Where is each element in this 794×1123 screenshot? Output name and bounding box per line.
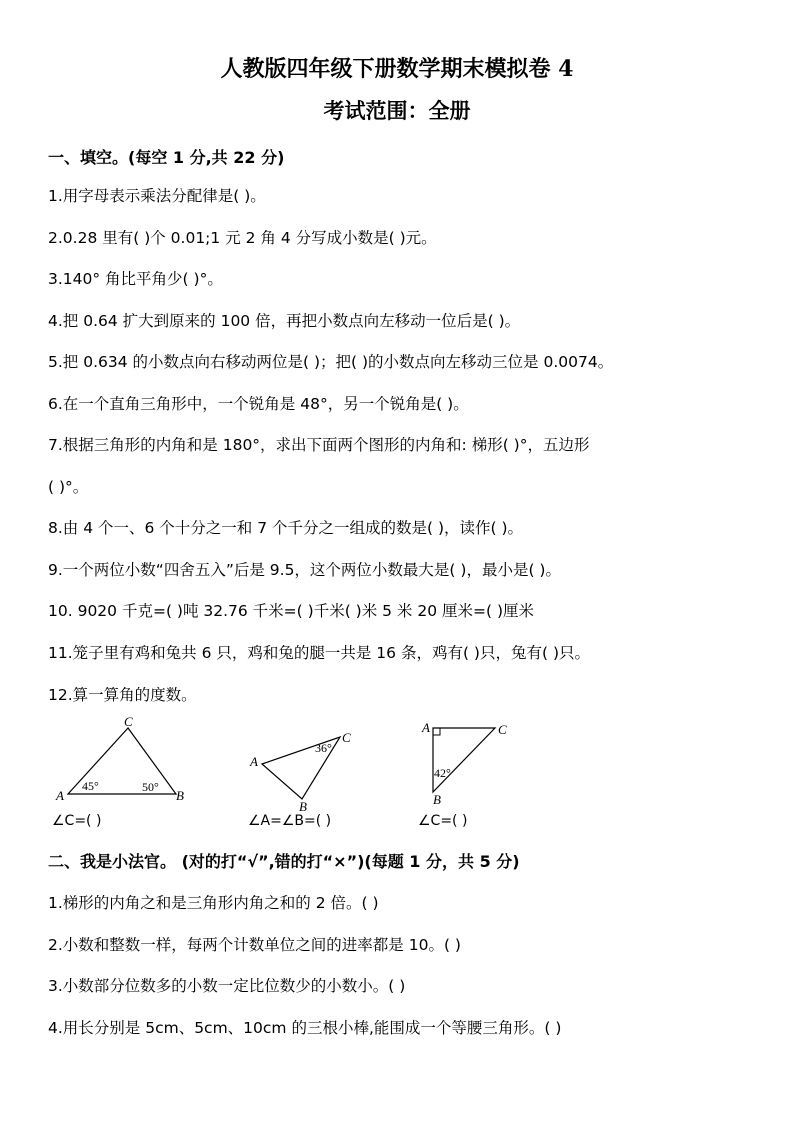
section-1-heading: 一、填空。(每空 1 分,共 22 分) xyxy=(48,148,285,167)
page-title: 人教版四年级下册数学期末模拟卷 4 xyxy=(220,56,574,82)
triangle-2-angle-c: 36° xyxy=(315,741,332,755)
judge-question-4: 4.用长分别是 5cm、5cm、10cm 的三根小棒,能围成一个等腰三角形。( ) xyxy=(48,1019,562,1037)
section-2-heading: 二、我是小法官。 (对的打“√”,错的打“×”)(每题 1 分，共 5 分) xyxy=(48,852,520,871)
triangle-3-answer: ∠C=( ) xyxy=(418,813,468,829)
judge-question-3: 3.小数部分位数多的小数一定比位数少的小数小。( ) xyxy=(48,977,406,995)
page-subtitle: 考试范围：全册 xyxy=(323,98,471,123)
triangle-2-vertex-c: C xyxy=(342,730,351,745)
triangle-3-vertex-c: C xyxy=(498,722,507,737)
triangle-1-vertex-b: B xyxy=(176,788,184,803)
triangle-2 xyxy=(249,730,351,812)
question-5: 5.把 0.634 的小数点向右移动两位是( )；把( )的小数点向左移动三位是 0.0074。 xyxy=(48,353,614,371)
triangle-1-vertex-a: A xyxy=(56,788,64,803)
triangle-3-angle-b: 42° xyxy=(434,766,451,780)
question-2: 2.0.28 里有( )个 0.01;1 元 2 角 4 分写成小数是( )元。 xyxy=(48,229,437,247)
triangle-1-answer: ∠C=( ) xyxy=(52,813,102,829)
triangle-2-vertex-b: B xyxy=(299,799,307,812)
question-12: 12.算一算角的度数。 xyxy=(48,686,197,704)
triangle-3-vertex-b: B xyxy=(433,792,441,807)
triangle-3-vertex-a: A xyxy=(422,720,430,735)
triangle-1-angle-b: 50° xyxy=(142,780,159,794)
question-7-line-1: 7.根据三角形的内角和是 180°，求出下面两个图形的内角和: 梯形( )°，五边形 xyxy=(48,436,590,454)
question-8: 8.由 4 个一、6 个十分之一和 7 个千分之一组成的数是( )，读作( )。 xyxy=(48,519,524,537)
triangle-2-vertex-a: A xyxy=(250,754,258,769)
question-9: 9.一个两位小数“四舍五入”后是 9.5，这个两位小数最大是( )，最小是( )。 xyxy=(48,561,561,579)
question-7-line-2: ( )°。 xyxy=(48,478,89,496)
triangle-figures xyxy=(40,714,560,812)
question-10: 10. 9020 千克=( )吨 32.76 千米=( )千米( )米 5 米 20 厘米=( )厘米 xyxy=(48,602,535,620)
question-1: 1.用字母表示乘法分配律是( )。 xyxy=(48,187,266,205)
question-11: 11.笼子里有鸡和兔共 6 只，鸡和兔的腿一共是 16 条，鸡有( )只，兔有( )只。 xyxy=(48,644,590,662)
triangle-1 xyxy=(55,714,184,803)
triangle-1-vertex-c: C xyxy=(124,714,133,729)
question-4: 4.把 0.64 扩大到原来的 100 倍，再把小数点向左移动一位后是( )。 xyxy=(48,312,521,330)
triangle-3 xyxy=(421,720,507,807)
judge-question-2: 2.小数和整数一样，每两个计数单位之间的进率都是 10。( ) xyxy=(48,936,461,954)
triangle-1-angle-a: 45° xyxy=(82,779,99,793)
judge-question-1: 1.梯形的内角之和是三角形内角之和的 2 倍。( ) xyxy=(48,894,379,912)
triangle-2-answer: ∠A=∠B=( ) xyxy=(248,813,332,829)
question-3: 3.140° 角比平角少( )°。 xyxy=(48,270,223,288)
question-6: 6.在一个直角三角形中，一个锐角是 48°，另一个锐角是( )。 xyxy=(48,395,469,413)
